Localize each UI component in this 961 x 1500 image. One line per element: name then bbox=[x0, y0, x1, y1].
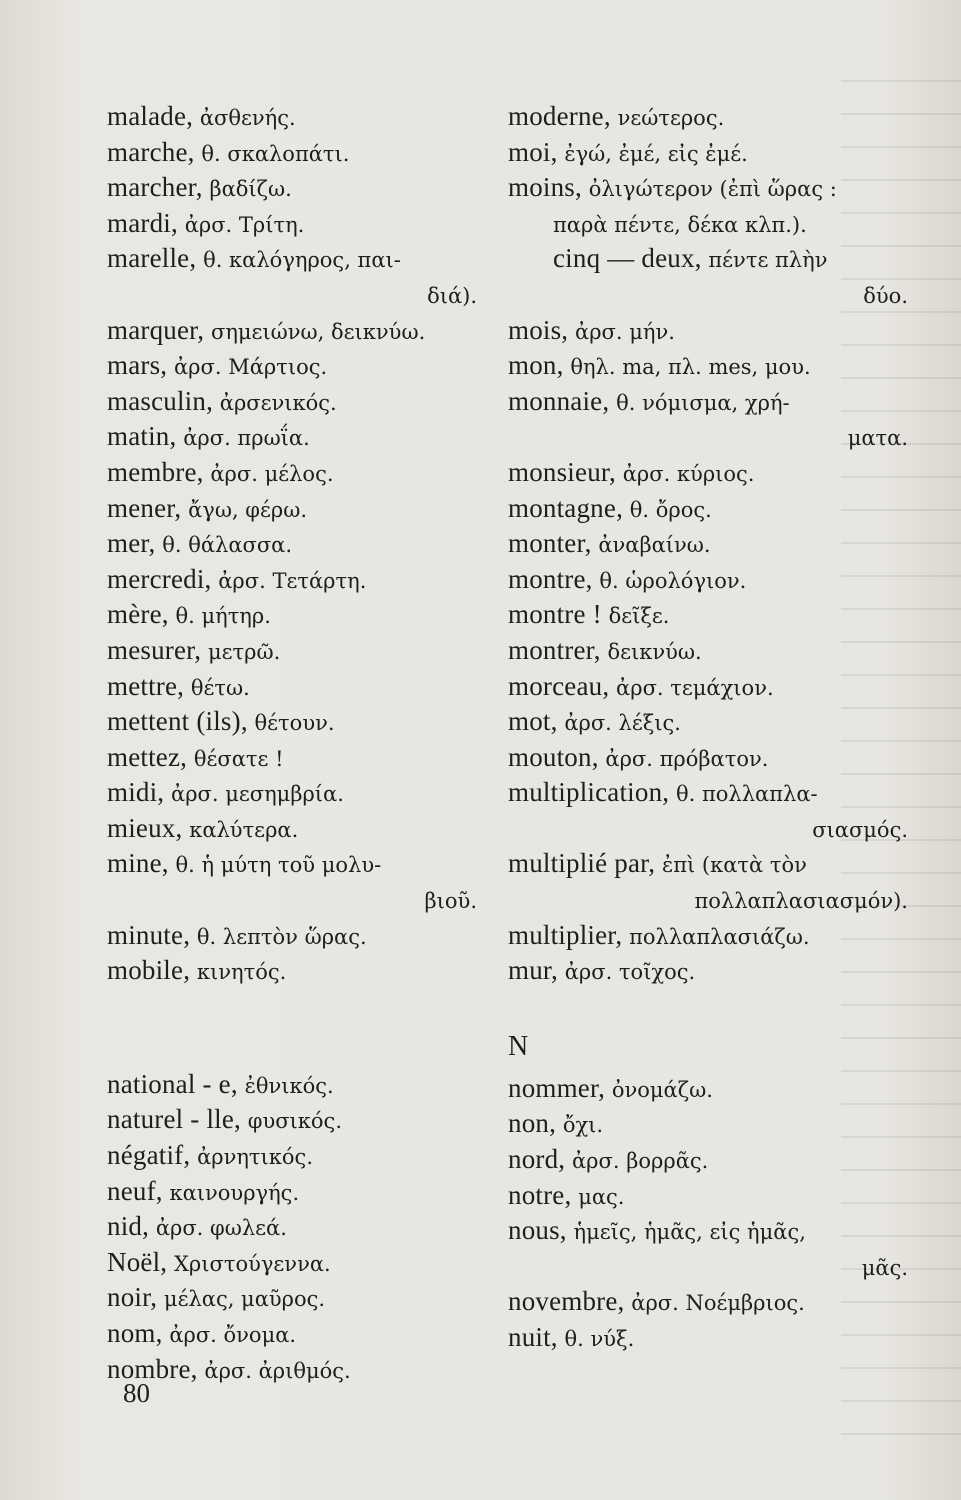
french-example: cinq — deux, bbox=[553, 243, 702, 274]
dictionary-entry bbox=[107, 1317, 477, 1353]
french-headword: mener, bbox=[107, 492, 182, 523]
entry-continuation bbox=[107, 278, 477, 314]
french-headword: non, bbox=[508, 1108, 557, 1139]
greek-translation: θ. νύξ. bbox=[564, 1327, 635, 1351]
greek-translation: θ. μήτηρ. bbox=[175, 604, 271, 629]
greek-translation: ἀναβαίνω. bbox=[598, 533, 711, 558]
greek-translation: μέλας, μαῦρος. bbox=[163, 1287, 326, 1312]
french-headword: montagne, bbox=[508, 492, 624, 523]
dictionary-entry bbox=[508, 314, 908, 350]
greek-translation: ἀρσ. Τετάρτη. bbox=[218, 568, 367, 593]
right-n-entries bbox=[508, 1072, 908, 1357]
dictionary-entry bbox=[107, 314, 477, 350]
dictionary-entry bbox=[508, 598, 908, 634]
french-headword: monter, bbox=[508, 528, 592, 559]
entry-continuation bbox=[508, 278, 908, 314]
dictionary-entry bbox=[107, 420, 477, 456]
greek-translation: ἀρσ. πρωΐα. bbox=[183, 426, 310, 451]
greek-translation: ἐγώ, ἐμέ, εἰς ἐμέ. bbox=[564, 141, 748, 166]
greek-translation: θ. ὄρος. bbox=[629, 497, 712, 522]
greek-translation: ἀρσ. φωλεά. bbox=[155, 1216, 287, 1241]
greek-translation: ἀρσ. λέξις. bbox=[564, 711, 681, 736]
french-headword: mobile, bbox=[107, 955, 191, 986]
greek-translation: σημειώνω, δεικνύω. bbox=[210, 319, 426, 344]
greek-translation: θ. νόμισμα, χρή- bbox=[616, 390, 790, 415]
dictionary-entry bbox=[508, 705, 908, 741]
dictionary-entry bbox=[508, 136, 908, 172]
greek-translation: ἄγω, φέρω. bbox=[188, 497, 308, 522]
greek-translation: Χριστούγεννα. bbox=[173, 1251, 331, 1276]
greek-translation: ὄχι. bbox=[562, 1113, 604, 1138]
right-column bbox=[508, 100, 908, 1357]
greek-translation: βαδίζω. bbox=[209, 177, 292, 202]
greek-translation: ἐπὶ (κατὰ τὸν bbox=[661, 853, 807, 878]
french-headword: minute, bbox=[107, 919, 191, 950]
french-headword: matin, bbox=[107, 421, 177, 452]
greek-translation: ὀλιγώτερον (ἐπὶ ὥρας : bbox=[588, 177, 837, 202]
dictionary-entry bbox=[107, 598, 477, 634]
greek-continuation: διά). bbox=[427, 283, 477, 308]
french-headword: masculin, bbox=[107, 385, 214, 416]
greek-translation: ἀρσ. κύριος. bbox=[622, 461, 755, 486]
dictionary-entry bbox=[107, 136, 477, 172]
greek-translation: νεώτερος. bbox=[617, 106, 725, 130]
greek-translation: ἀρσ. ἀριθμός. bbox=[204, 1358, 351, 1383]
greek-translation: ἀρσ. μήν. bbox=[575, 319, 675, 344]
greek-translation: θ. πολλαπλα- bbox=[675, 782, 818, 807]
french-headword: mettez, bbox=[107, 741, 188, 772]
greek-translation: ἀρσ. μέλος. bbox=[210, 461, 334, 486]
dictionary-entry bbox=[508, 1143, 908, 1179]
french-headword: marelle, bbox=[107, 243, 197, 274]
french-headword: mois, bbox=[508, 314, 569, 345]
french-headword: moi, bbox=[508, 136, 558, 167]
french-headword: neuf, bbox=[107, 1175, 163, 1206]
greek-continuation: δύο. bbox=[863, 283, 908, 308]
entry-continuation bbox=[107, 883, 477, 919]
greek-translation: θ. θάλασσα. bbox=[162, 533, 293, 558]
greek-translation: ἀρσ. Νοέμβριος. bbox=[631, 1291, 805, 1316]
french-headword: moins, bbox=[508, 172, 582, 203]
dictionary-entry bbox=[508, 527, 908, 563]
french-headword: notre, bbox=[508, 1179, 572, 1210]
left-n-entries bbox=[107, 1068, 477, 1388]
french-headword: nous, bbox=[508, 1215, 567, 1246]
greek-translation: δεῖξε. bbox=[608, 604, 670, 629]
greek-translation: θηλ. ma, πλ. mes, μου. bbox=[570, 355, 811, 380]
french-headword: malade, bbox=[107, 101, 194, 131]
french-headword: mercredi, bbox=[107, 563, 212, 594]
greek-translation: ἀσθενής. bbox=[199, 106, 296, 130]
greek-sub-translation: παρὰ πέντε, δέκα κλπ.). bbox=[553, 212, 807, 237]
greek-continuation: ματα. bbox=[847, 426, 908, 451]
dictionary-entry bbox=[508, 563, 908, 599]
entry-continuation bbox=[508, 812, 908, 848]
dictionary-entry bbox=[508, 670, 908, 706]
greek-translation: ὀνομάζω. bbox=[611, 1077, 713, 1102]
dictionary-entry bbox=[508, 492, 908, 528]
french-headword: nid, bbox=[107, 1211, 150, 1242]
dictionary-entry bbox=[508, 741, 908, 777]
greek-translation: ἡμεῖς, ἡμᾶς, εἰς ἡμᾶς, bbox=[573, 1220, 806, 1245]
greek-translation: θ. ἡ μύτη τοῦ μολυ- bbox=[175, 853, 382, 878]
dictionary-entry bbox=[107, 776, 477, 812]
dictionary-entry bbox=[508, 100, 908, 136]
greek-translation: θ. ὡρολόγιον. bbox=[599, 568, 747, 593]
french-headword: nommer, bbox=[508, 1072, 606, 1103]
french-headword: mot, bbox=[508, 706, 558, 737]
greek-translation: καινουργής. bbox=[169, 1180, 300, 1205]
dictionary-entry bbox=[107, 705, 477, 741]
dictionary-entry bbox=[107, 670, 477, 706]
french-headword: membre, bbox=[107, 456, 204, 487]
greek-translation: ἀρνητικός. bbox=[197, 1145, 313, 1170]
french-headword: multiplier, bbox=[508, 919, 623, 950]
french-headword: mettent (ils), bbox=[107, 706, 248, 737]
french-headword: négatif, bbox=[107, 1140, 191, 1171]
dictionary-entry bbox=[107, 527, 477, 563]
greek-translation: θ. σκαλοπάτι. bbox=[201, 141, 350, 166]
greek-translation: θ. καλόγηρος, παι- bbox=[203, 248, 401, 273]
greek-translation: ἀρσ. ὄνομα. bbox=[169, 1323, 297, 1347]
french-headword: multiplié par, bbox=[508, 848, 656, 879]
greek-translation: ἀρσ. μεσημβρία. bbox=[171, 782, 344, 807]
dictionary-entry bbox=[107, 1175, 477, 1211]
dictionary-entry bbox=[107, 100, 477, 136]
dictionary-entry bbox=[508, 1072, 908, 1108]
section-gap bbox=[107, 990, 477, 1068]
french-headword: nom, bbox=[107, 1318, 163, 1348]
dictionary-entry bbox=[107, 1281, 477, 1317]
dictionary-entry bbox=[508, 385, 908, 421]
french-headword: Noël, bbox=[107, 1246, 168, 1277]
dictionary-entry bbox=[107, 1068, 477, 1104]
dictionary-entry bbox=[107, 207, 477, 243]
greek-translation: μετρῶ. bbox=[207, 639, 281, 664]
french-headword: national - e, bbox=[107, 1068, 238, 1099]
dictionary-entry bbox=[107, 812, 477, 848]
dictionary-entry bbox=[508, 349, 908, 385]
french-headword: mars, bbox=[107, 350, 168, 381]
dictionary-entry bbox=[508, 171, 908, 207]
dictionary-entry bbox=[107, 847, 477, 883]
dictionary-entry bbox=[107, 242, 477, 278]
french-headword: mine, bbox=[107, 848, 169, 879]
greek-translation: ἀρσ. Μάρτιος. bbox=[173, 355, 328, 380]
greek-continuation: πολλαπλασιασμόν). bbox=[694, 889, 908, 914]
greek-translation: θ. λεπτὸν ὥρας. bbox=[196, 924, 367, 949]
dictionary-entry bbox=[107, 171, 477, 207]
dictionary-entry bbox=[107, 492, 477, 528]
dictionary-entry bbox=[508, 1214, 908, 1250]
french-headword: monsieur, bbox=[508, 456, 616, 487]
greek-translation: κινητός. bbox=[196, 960, 287, 985]
entry-sub-example bbox=[508, 242, 908, 278]
french-headword: marcher, bbox=[107, 172, 203, 203]
french-headword: noir, bbox=[107, 1282, 158, 1313]
greek-translation: ἀρσ. Τρίτη. bbox=[184, 212, 305, 237]
french-headword: marche, bbox=[107, 136, 195, 167]
greek-translation: ἀρσ. τεμάχιον. bbox=[616, 675, 774, 700]
left-m-entries bbox=[107, 100, 477, 990]
dictionary-entry bbox=[107, 741, 477, 777]
french-headword: mouton, bbox=[508, 741, 599, 772]
french-headword: nuit, bbox=[508, 1322, 558, 1352]
dictionary-entry bbox=[508, 776, 908, 812]
dictionary-entry bbox=[508, 1179, 908, 1215]
greek-translation: μας. bbox=[578, 1184, 625, 1209]
french-headword: nombre, bbox=[107, 1353, 198, 1384]
entry-continuation bbox=[508, 420, 908, 456]
dictionary-entry bbox=[107, 919, 477, 955]
dictionary-entry bbox=[508, 1285, 908, 1321]
dictionary-entry bbox=[107, 1210, 477, 1246]
dictionary-entry bbox=[107, 954, 477, 990]
french-headword: mieux, bbox=[107, 812, 183, 843]
dictionary-entry bbox=[508, 954, 908, 990]
greek-example: πέντε πλὴν bbox=[708, 248, 828, 273]
greek-translation: φυσικός. bbox=[247, 1109, 342, 1134]
french-headword: moderne, bbox=[508, 101, 611, 131]
french-headword: novembre, bbox=[508, 1286, 625, 1317]
dictionary-entry bbox=[107, 1353, 477, 1389]
dictionary-entry bbox=[107, 456, 477, 492]
french-headword: mesurer, bbox=[107, 634, 202, 665]
dictionary-entry bbox=[508, 456, 908, 492]
dictionary-entry bbox=[508, 1321, 908, 1357]
dictionary-entry bbox=[107, 1139, 477, 1175]
greek-translation: καλύτερα. bbox=[189, 817, 299, 842]
dictionary-entry bbox=[107, 563, 477, 599]
dictionary-entry bbox=[508, 919, 908, 955]
french-headword: mettre, bbox=[107, 670, 185, 701]
french-headword: multiplication, bbox=[508, 777, 670, 808]
left-column bbox=[107, 100, 477, 1388]
greek-translation: ἀρσ. τοῖχος. bbox=[564, 960, 696, 985]
greek-translation: ἀρσ. βορρᾶς. bbox=[572, 1149, 709, 1174]
french-headword: mère, bbox=[107, 599, 169, 630]
dictionary-entry bbox=[107, 634, 477, 670]
greek-translation: πολλαπλασιάζω. bbox=[629, 924, 810, 949]
french-headword: mer, bbox=[107, 528, 156, 559]
entry-continuation bbox=[508, 883, 908, 919]
greek-translation: θέτω. bbox=[190, 675, 250, 700]
dictionary-entry bbox=[107, 1246, 477, 1282]
dictionary-entry bbox=[508, 634, 908, 670]
greek-translation: θέσατε ! bbox=[193, 746, 284, 771]
french-headword: monnaie, bbox=[508, 385, 610, 416]
french-headword: morceau, bbox=[508, 670, 610, 701]
french-headword: montre ! bbox=[508, 599, 602, 630]
right-m-entries bbox=[508, 100, 908, 990]
french-headword: mur, bbox=[508, 955, 558, 986]
greek-translation: ἀρσενικός. bbox=[219, 390, 337, 415]
entry-continuation bbox=[508, 1250, 908, 1286]
dictionary-entry bbox=[107, 385, 477, 421]
greek-translation: ἐθνικός. bbox=[244, 1073, 334, 1098]
section-gap bbox=[508, 990, 908, 1020]
dictionary-entry bbox=[508, 847, 908, 883]
greek-translation: δεικνύω. bbox=[607, 639, 702, 664]
greek-continuation: μᾶς. bbox=[861, 1255, 908, 1280]
dictionary-entry bbox=[107, 349, 477, 385]
french-headword: nord, bbox=[508, 1144, 566, 1175]
french-headword: mon, bbox=[508, 350, 564, 381]
page-number: 80 bbox=[123, 1378, 150, 1408]
dictionary-entry bbox=[107, 1103, 477, 1139]
dictionary-entry bbox=[508, 1107, 908, 1143]
french-headword: montrer, bbox=[508, 634, 601, 665]
french-headword: montre, bbox=[508, 563, 593, 594]
french-headword: marquer, bbox=[107, 314, 205, 345]
greek-translation: θέτουν. bbox=[254, 711, 335, 736]
french-headword: naturel - lle, bbox=[107, 1104, 241, 1135]
entry-sub-line bbox=[508, 207, 908, 243]
letter-heading: N bbox=[508, 1030, 529, 1062]
french-headword: mardi, bbox=[107, 207, 178, 238]
greek-continuation: σιασμός. bbox=[812, 817, 908, 842]
greek-continuation: βιοῦ. bbox=[424, 889, 477, 914]
french-headword: midi, bbox=[107, 777, 165, 808]
greek-translation: ἀρσ. πρόβατον. bbox=[605, 746, 769, 771]
